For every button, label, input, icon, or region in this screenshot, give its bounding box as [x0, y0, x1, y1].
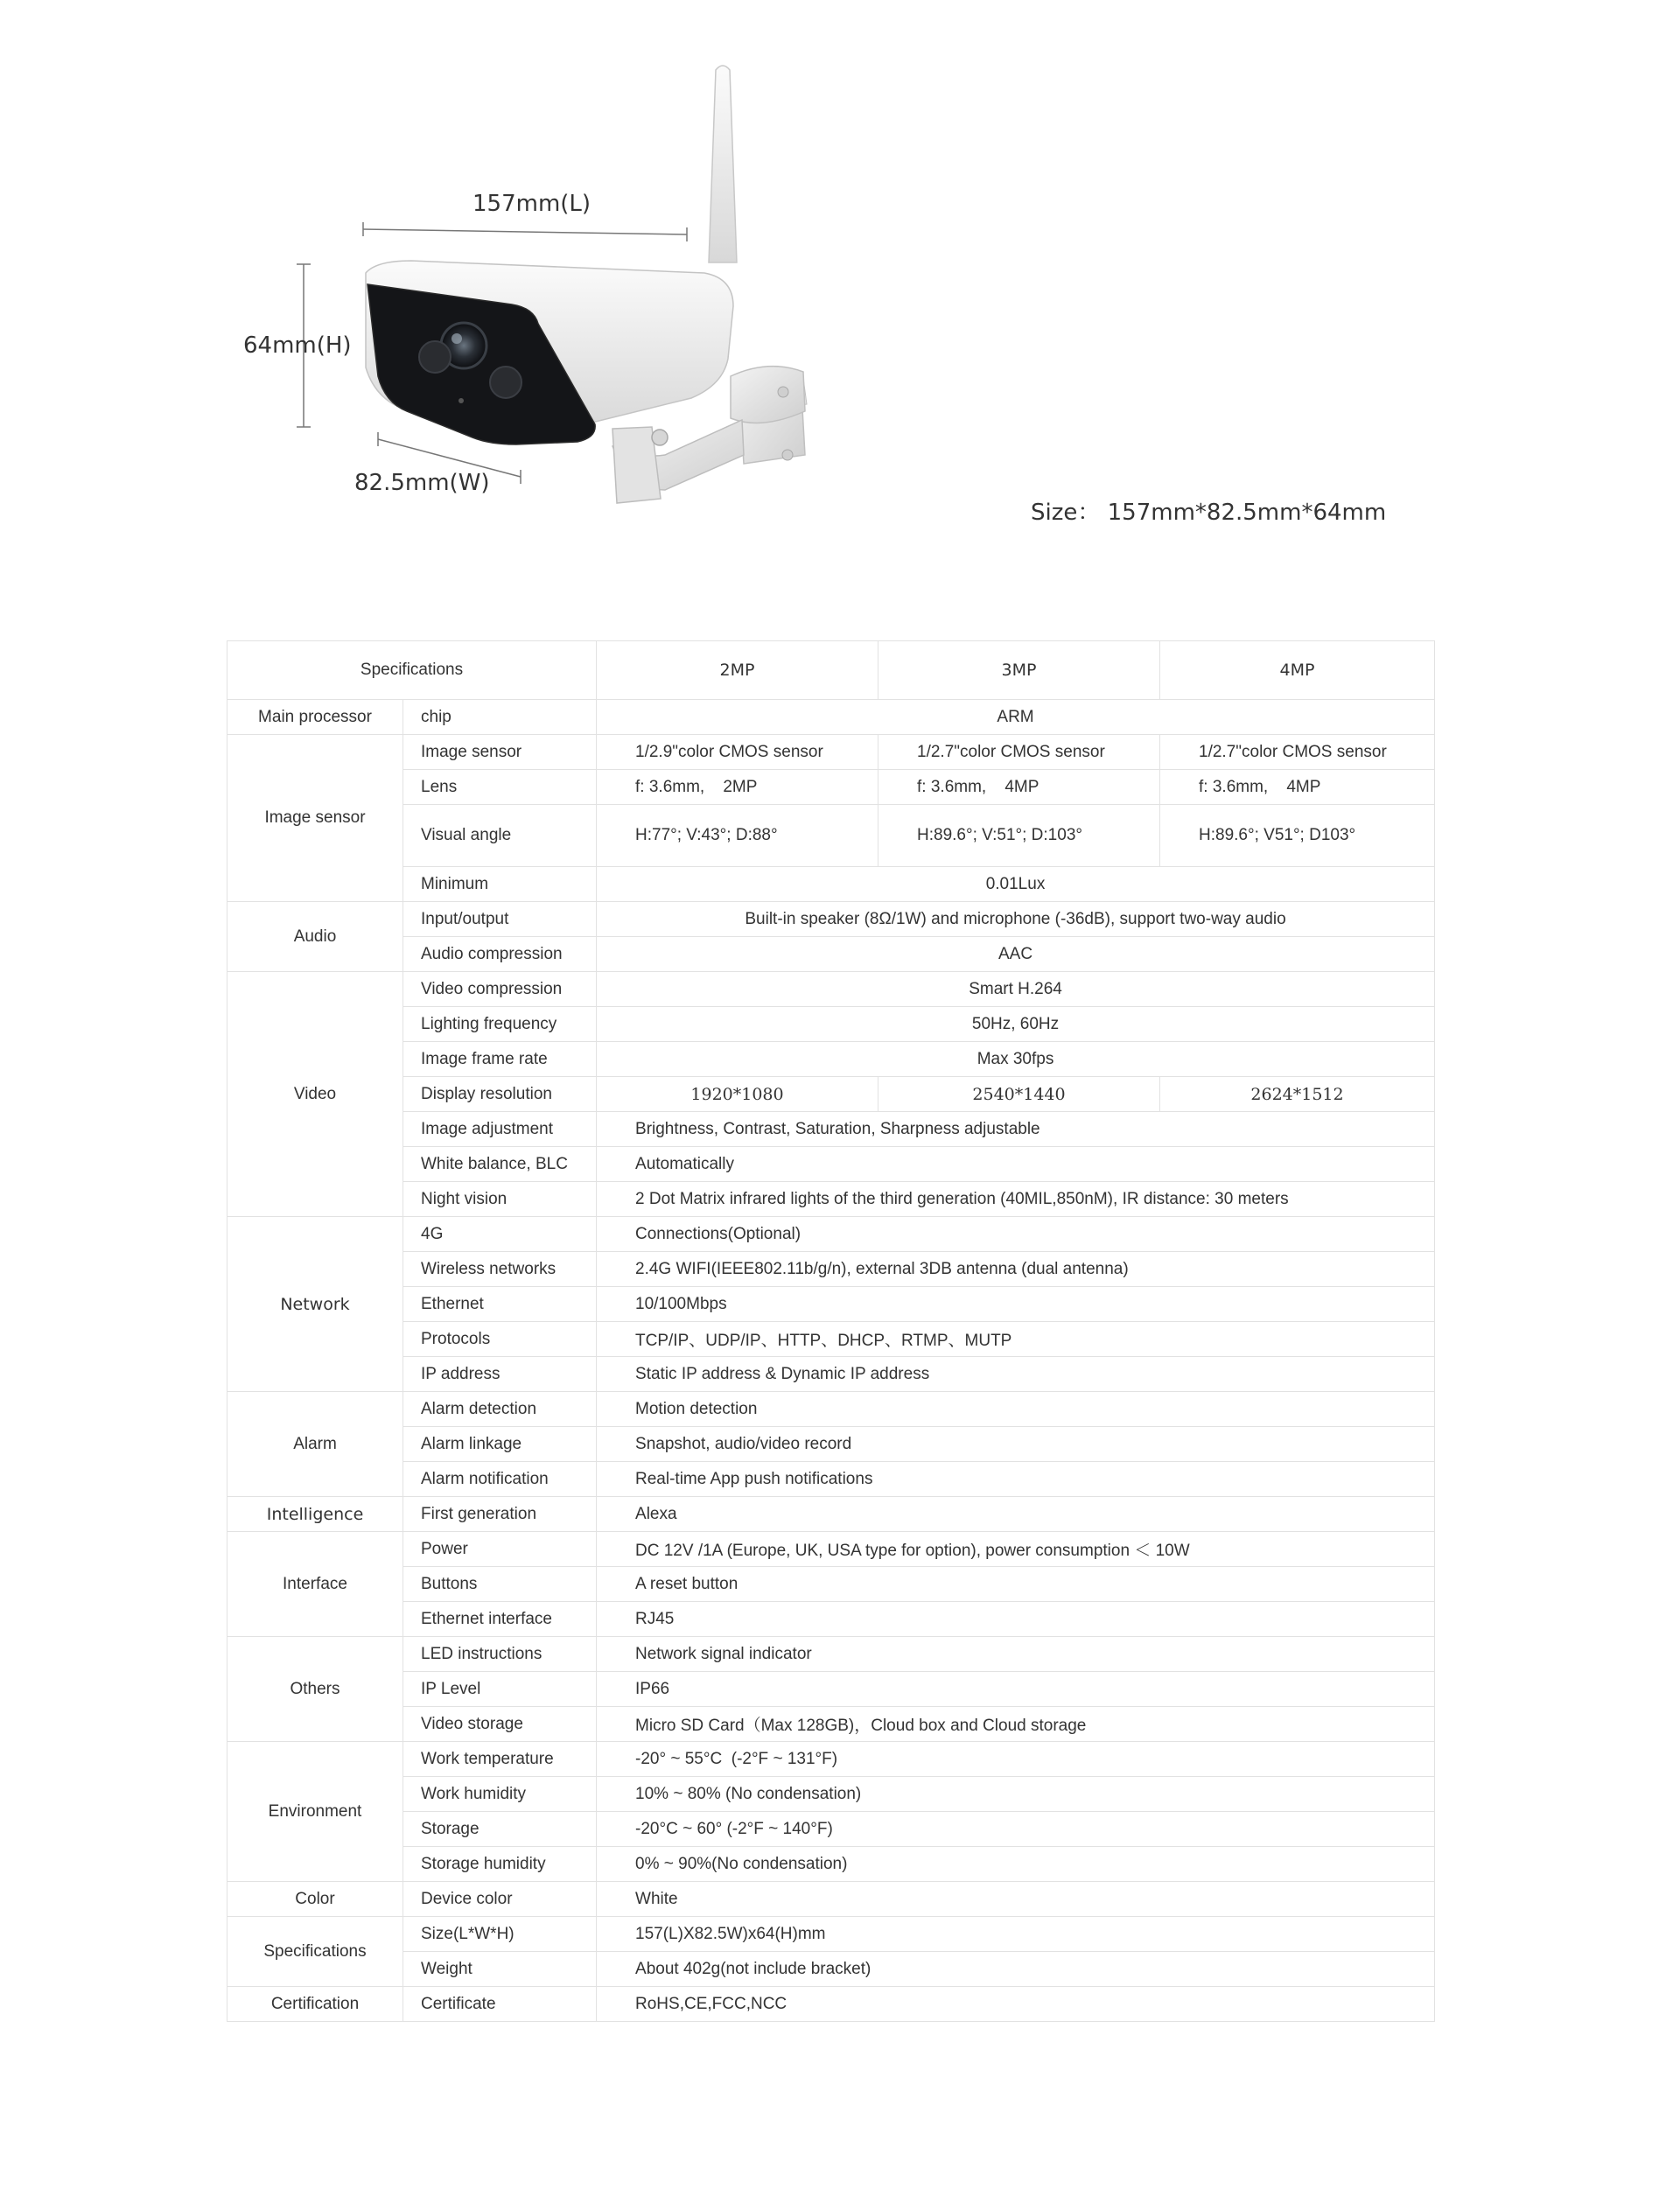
item-cell: Size(L*W*H): [403, 1917, 597, 1952]
product-hero: [0, 0, 1680, 612]
category-cell: Audio: [228, 902, 403, 972]
value-cell: 10% ~ 80% (No condensation): [597, 1777, 1435, 1812]
header-specifications: Specifications: [228, 641, 597, 700]
value-cell: 2.4G WIFI(IEEE802.11b/g/n), external 3DB antenna (dual antenna): [597, 1252, 1435, 1287]
value-cell: 2 Dot Matrix infrared lights of the third generation (40MIL,850nM), IR distance: 30 meters: [597, 1182, 1435, 1217]
value-cell: f: 3.6mm, 2MP: [597, 770, 878, 805]
table-row: [228, 1742, 1435, 1777]
item-cell: Video storage: [403, 1707, 597, 1742]
size-text: Size： 157mm*82.5mm*64mm: [1031, 500, 1387, 526]
value-cell: Snapshot, audio/video record: [597, 1427, 1435, 1462]
value-cell: DC 12V /1A (Europe, UK, USA type for option), power consumption ＜ 10W: [597, 1532, 1435, 1567]
category-cell: Image sensor: [228, 735, 403, 902]
table-row: [228, 902, 1435, 937]
item-cell: Device color: [403, 1882, 597, 1917]
item-cell: Ethernet interface: [403, 1602, 597, 1637]
table-row: [228, 1567, 1435, 1602]
value-cell: 50Hz, 60Hz: [597, 1007, 1435, 1042]
table-header-row: [228, 641, 1435, 700]
value-cell: Smart H.264: [597, 972, 1435, 1007]
table-row: [228, 1847, 1435, 1882]
table-row: [228, 735, 1435, 770]
category-cell: Video: [228, 972, 403, 1217]
value-cell: 2624*1512: [1160, 1077, 1435, 1112]
value-cell: Real-time App push notifications: [597, 1462, 1435, 1497]
value-cell: H:77°; V:43°; D:88°: [597, 805, 878, 867]
item-cell: Visual angle: [403, 805, 597, 867]
category-cell: Intelligence: [228, 1497, 403, 1532]
table-row: [228, 1952, 1435, 1987]
item-cell: Display resolution: [403, 1077, 597, 1112]
category-cell: Others: [228, 1637, 403, 1742]
item-cell: IP Level: [403, 1672, 597, 1707]
table-row: [228, 1777, 1435, 1812]
item-cell: LED instructions: [403, 1637, 597, 1672]
header-model-4mp: 4MP: [1160, 641, 1435, 700]
value-cell: Brightness, Contrast, Saturation, Sharpness adjustable: [597, 1112, 1435, 1147]
value-cell: -20° ~ 55°C (-2°F ~ 131°F): [597, 1742, 1435, 1777]
item-cell: Alarm linkage: [403, 1427, 597, 1462]
item-cell: Image sensor: [403, 735, 597, 770]
item-cell: Buttons: [403, 1567, 597, 1602]
table-row: [228, 1217, 1435, 1252]
value-cell: TCP/IP、UDP/IP、HTTP、DHCP、RTMP、MUTP: [597, 1322, 1435, 1357]
value-cell: Motion detection: [597, 1392, 1435, 1427]
value-cell: Automatically: [597, 1147, 1435, 1182]
width-label: 82.5mm(W): [354, 470, 490, 496]
item-cell: Power: [403, 1532, 597, 1567]
table-row: [228, 1602, 1435, 1637]
table-row: [228, 805, 1435, 867]
value-cell: f: 3.6mm, 4MP: [878, 770, 1160, 805]
item-cell: Lighting frequency: [403, 1007, 597, 1042]
table-row: [228, 1007, 1435, 1042]
height-label: 64mm(H): [243, 332, 352, 359]
item-cell: Audio compression: [403, 937, 597, 972]
table-row: [228, 1042, 1435, 1077]
value-cell: 1/2.7"color CMOS sensor: [878, 735, 1160, 770]
category-cell: Color: [228, 1882, 403, 1917]
item-cell: Weight: [403, 1952, 597, 1987]
table-row: [228, 867, 1435, 902]
value-cell: ARM: [597, 700, 1435, 735]
antenna: [709, 66, 737, 262]
value-cell: Connections(Optional): [597, 1217, 1435, 1252]
item-cell: Wireless networks: [403, 1252, 597, 1287]
value-cell: H:89.6°; V51°; D103°: [1160, 805, 1435, 867]
table-row: [228, 972, 1435, 1007]
table-row: [228, 1532, 1435, 1567]
table-row: [228, 1707, 1435, 1742]
table-row: [228, 1637, 1435, 1672]
item-cell: First generation: [403, 1497, 597, 1532]
camera-illustration: [0, 0, 1680, 612]
category-cell: Alarm: [228, 1392, 403, 1497]
value-cell: Alexa: [597, 1497, 1435, 1532]
value-cell: -20°C ~ 60° (-2°F ~ 140°F): [597, 1812, 1435, 1847]
value-cell: Micro SD Card（Max 128GB)，Cloud box and Cloud storage: [597, 1707, 1435, 1742]
table-row: [228, 1357, 1435, 1392]
table-row: [228, 1917, 1435, 1952]
table-row: [228, 1392, 1435, 1427]
value-cell: White: [597, 1882, 1435, 1917]
item-cell: Work humidity: [403, 1777, 597, 1812]
item-cell: chip: [403, 700, 597, 735]
value-cell: RJ45: [597, 1602, 1435, 1637]
ir-light-left: [419, 341, 451, 373]
value-cell: 0.01Lux: [597, 867, 1435, 902]
value-cell: 10/100Mbps: [597, 1287, 1435, 1322]
value-cell: 0% ~ 90%(No condensation): [597, 1847, 1435, 1882]
table-row: [228, 1672, 1435, 1707]
table-row: [228, 1252, 1435, 1287]
value-cell: 1/2.9"color CMOS sensor: [597, 735, 878, 770]
category-cell: Environment: [228, 1742, 403, 1882]
item-cell: Input/output: [403, 902, 597, 937]
table-row: [228, 1287, 1435, 1322]
table-row: [228, 770, 1435, 805]
item-cell: IP address: [403, 1357, 597, 1392]
item-cell: Lens: [403, 770, 597, 805]
item-cell: Video compression: [403, 972, 597, 1007]
value-cell: Static IP address & Dynamic IP address: [597, 1357, 1435, 1392]
value-cell: About 402g(not include bracket): [597, 1952, 1435, 1987]
value-cell: f: 3.6mm, 4MP: [1160, 770, 1435, 805]
value-cell: Max 30fps: [597, 1042, 1435, 1077]
value-cell: 157(L)X82.5W)x64(H)mm: [597, 1917, 1435, 1952]
header-model-2mp: 2MP: [597, 641, 878, 700]
item-cell: Storage: [403, 1812, 597, 1847]
table-row: [228, 1497, 1435, 1532]
value-cell: A reset button: [597, 1567, 1435, 1602]
category-cell: Network: [228, 1217, 403, 1392]
item-cell: Alarm notification: [403, 1462, 597, 1497]
item-cell: 4G: [403, 1217, 597, 1252]
value-cell: H:89.6°; V:51°; D:103°: [878, 805, 1160, 867]
category-cell: Specifications: [228, 1917, 403, 1987]
table-row: [228, 1077, 1435, 1112]
value-cell: IP66: [597, 1672, 1435, 1707]
value-cell: 2540*1440: [878, 1077, 1160, 1112]
table-row: [228, 1812, 1435, 1847]
item-cell: Minimum: [403, 867, 597, 902]
length-dimension-line: [363, 229, 687, 234]
table-row: [228, 1882, 1435, 1917]
item-cell: Night vision: [403, 1182, 597, 1217]
item-cell: Ethernet: [403, 1287, 597, 1322]
item-cell: Image adjustment: [403, 1112, 597, 1147]
value-cell: 1/2.7"color CMOS sensor: [1160, 735, 1435, 770]
item-cell: White balance, BLC: [403, 1147, 597, 1182]
category-cell: Main processor: [228, 700, 403, 735]
category-cell: Interface: [228, 1532, 403, 1637]
table-row: [228, 1147, 1435, 1182]
table-row: [228, 700, 1435, 735]
item-cell: Protocols: [403, 1322, 597, 1357]
table-row: [228, 1112, 1435, 1147]
specifications-table: [227, 640, 1435, 2022]
value-cell: RoHS,CE,FCC,NCC: [597, 1987, 1435, 2022]
table-row: [228, 1987, 1435, 2022]
item-cell: Certificate: [403, 1987, 597, 2022]
item-cell: Storage humidity: [403, 1847, 597, 1882]
table-row: [228, 1427, 1435, 1462]
value-cell: Built-in speaker (8Ω/1W) and microphone (-36dB), support two-way audio: [597, 902, 1435, 937]
table-row: [228, 1322, 1435, 1357]
value-cell: Network signal indicator: [597, 1637, 1435, 1672]
table-row: [228, 1462, 1435, 1497]
length-label: 157mm(L): [472, 191, 592, 217]
ir-light-right: [490, 367, 522, 398]
item-cell: Work temperature: [403, 1742, 597, 1777]
table-row: [228, 937, 1435, 972]
category-cell: Certification: [228, 1987, 403, 2022]
value-cell: AAC: [597, 937, 1435, 972]
header-model-3mp: 3MP: [878, 641, 1160, 700]
item-cell: Image frame rate: [403, 1042, 597, 1077]
table-row: [228, 1182, 1435, 1217]
item-cell: Alarm detection: [403, 1392, 597, 1427]
value-cell: 1920*1080: [597, 1077, 878, 1112]
